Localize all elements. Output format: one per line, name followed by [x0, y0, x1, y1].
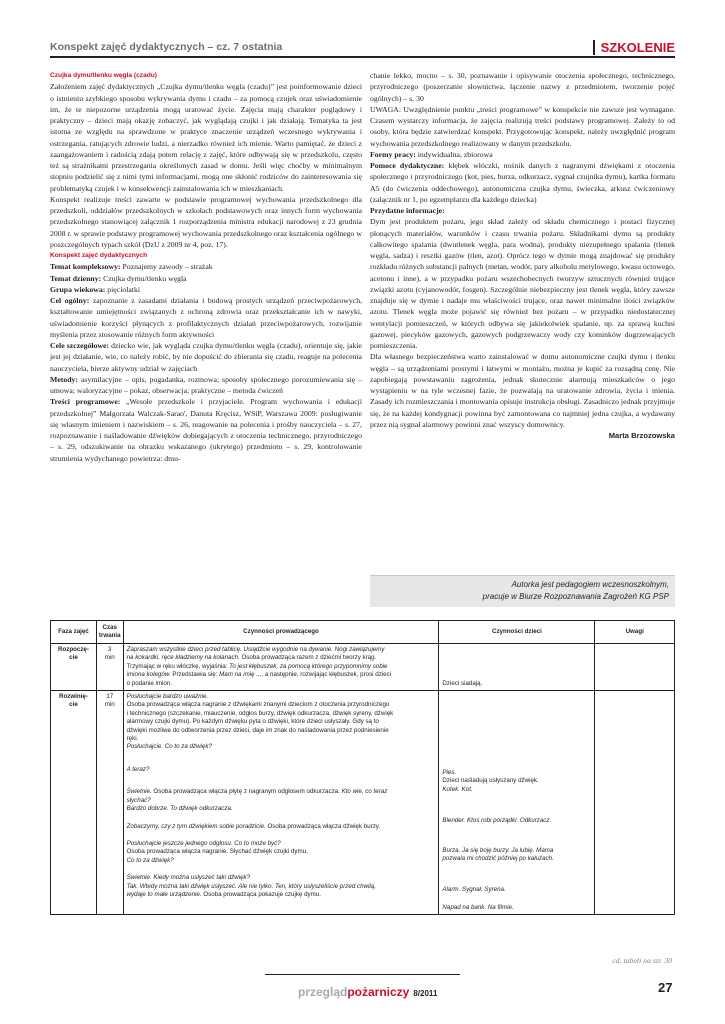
magazine-logo-part2: pożarniczy [347, 985, 410, 999]
header-notes: Uwagi [595, 621, 675, 644]
detector-advice-paragraph: Dla własnego bezpieczeństwa warto zainstalować w domu autonomiczne czujki dymu i tlenku węgla – są urządzeniami prostymi i łatwymi w montażu, można je kupić za rozsądną cenę. Nie zapobiegają powstawaniu zagrożenia, jednak skutecznie alarmują mieszkańców o jego wystąpieniu w na tyle wczesnej fazie, że pozwalają na uratowanie zdrowia, życia i mienia. Zasady ich rozmieszczania i montowania opisuje instrukcja obsługi. Zasadniczo jednak przyjmuje się, że na każdej kondygnacji powinna być zamontowana co najmniej jedna czujka, a wydawany przez nią sygnał alarmowy powinni znać wszyscy domownicy. [370, 352, 675, 429]
methods: Metody: asymilacyjne – opis, pogadanka, rozmowa; sposoby społecznego porozumiewania się – umowa; waloryzacyjne – pokaz, obserwacja; praktyczne – metoda ćwiczeń [50, 374, 362, 395]
intro-paragraph: Założeniem zajęć dydaktycznych „Czujka dymu/tlenku węgla (czadu)” jest poinformowanie dzieci o istnieniu szybkiego sposobu wykrywania dymu i czadu – za pomocą czujek oraz uświadomienie im, że te niepozorne urządzenia mogą uratować życie. Zajęcia mają charakter poglądowy i praktyczny – dzieci mają okazję zobaczyć, jak wyglądają czujki i jak działają. Tematyka ta jest istotna ze względu na sprawdzone w praktyce znaczenie urządzeń wczesnego wykrywania i ostrzegania, ratujących zdrowie ludzi, a nierzadko również ich mienie. Warto pamiętać, że dzieci z zaangażowaniem i radością zdają potem relację z zajęć, które odbywają się w przedszkolu, często też są strażnikami przestrzegania określonych zasad w domu. Jeśli więc choćby w minimalnym stopniu podzielić się z nimi tymi informacjami, mogą one skłonić rodziców do zainteresowania się problematyką czujek i w konsekwencji zainstalowania ich w mieszkaniach. [50, 82, 362, 193]
table-header-row [51, 621, 675, 644]
general-goal: Cel ogólny: zapoznanie z zasadami działania i budową prostych urządzeń przeciwpożarowych, kształtowanie umiejętności związanych z ochroną zdrowia oraz przekształcanie ich w nawyki, uświadomienie korzyści płynących z profilaktycznych działań przeciwpożarowych, rozwijanie myślenia przez stosowanie różnych form aktywności [50, 296, 363, 339]
phase-cell: Rozwinię- cie [51, 691, 97, 915]
phase-cell: Rozpoczę- cie [51, 644, 97, 691]
magazine-footer [298, 983, 437, 1001]
running-title: Konspekt zajęć dydaktycznych – cz. 7 ostatnia [50, 41, 283, 53]
issue-number: 8/2011 [413, 989, 438, 998]
right-column [370, 70, 675, 441]
table-row [51, 691, 675, 915]
author-name: Marta Brzozowska [608, 431, 675, 440]
notes-cell [595, 691, 675, 915]
lesson-plan-table [50, 620, 675, 915]
specific-goals: Cele szczegółowe: dziecko wie, jak wygląda czujka dymu/tlenku węgla (czadu), orientuje się, jakie jest jej działanie, wie, co należy robić, by nie dopuścić do zbierania się czadu, reaguje na polecenia nauczyciela, bierze aktywny udział w zajęciach [50, 341, 362, 373]
curriculum-paragraph: Konspekt realizuje treści zawarte w podstawie programowej wychowania przedszkolnego dla przedszkoli, oddziałów przedszkolnych w szkołach podstawowych oraz innych form wychowania przedszkolnego stanowiącej załącznik 1 rozporządzenia ministra edukacji narodowej z 23 grudnia 2008 r. w sprawie podstawy programowej wychowania przedszkolnego oraz kształcenia ogólnego w poszczególnych typach szkół (DzU z 2009 nr 4, poz. 17). [50, 194, 362, 249]
useful-info-heading: Przydatne informacje: [370, 206, 445, 215]
header-duration: Czas trwania [96, 621, 123, 644]
table-continued-note: cd. tabeli na str. 30 [612, 956, 672, 965]
section-label: SZKOLENIE [593, 40, 675, 55]
header-phase: Faza zajęć [51, 621, 97, 644]
table-row [51, 644, 675, 691]
author-bio-line: Autorka jest pedagogiem wczesnoszkolnym, [511, 580, 669, 589]
age-group: Grupa wiekowa: pięciolatki [50, 284, 140, 294]
author-bio-box [370, 575, 675, 607]
note-paragraph: UWAGA: Uwzględnienie punktu „treści programowe” w konspekcie nie zawsze jest wymagane. Czasem wystarczy informacja, że zajęcia realizują treści podstawy programowej. Zależy to od osoby, która będzie zatwierdzać konspekt. Przygotowując konspekt, należy uwzględnić program wychowania przedszkolnego realizowany w danym przedszkolu. [370, 104, 675, 148]
duration-cell: 3 min [96, 644, 123, 691]
author-bio-line: pracuje w Biurze Rozpoznawania Zagrożeń KG PSP [482, 592, 669, 601]
magazine-logo-part1: przegląd [298, 985, 348, 999]
notes-cell [595, 644, 675, 691]
program-content: Treści programowe: „Wesołe przedszkole i przyjaciele. Program wychowania i edukacji przedszkolnej” Małgorzata Walczak-Sarao', Danuta Kręcisz, WSiP, Warszawa 2009: posługiwanie się własnym imieniem i nazwiskiem – s. 26, reagowanie na polecenia i prośby nauczyciela – s. 27, rozpoznawanie i naśladowanie dźwięków dobiegających z otoczenia technicznego, przyrodniczego – s. 29, odszukiwanie na obrazku wskazanego (ukrytego) przedmiotu – s. 29, kontrolowanie strumienia wydychanego powietrza: dmu- [50, 397, 362, 463]
left-column [50, 70, 362, 464]
child-actions-cell: Pies. Dzieci naśladują usłyszany dźwięk. Kotek. Kot. Blender. Ktoś robi porządki. Odkurzacz. Burza. Ja się boję burzy. Ja lubię. Mama pozwala mi chodzić później po kałużach. Alarm. Sygnał. Syrena. Napad na bank. Na filmie. [439, 691, 595, 915]
child-actions-cell: Dzieci siadają. [439, 644, 595, 691]
footer-rule [265, 974, 460, 975]
page-number: 27 [658, 980, 673, 995]
page-header [50, 34, 675, 58]
section-heading-smoke-detector: Czujka dymu/tlenku węgla (czadu) [50, 72, 157, 79]
smoke-info-paragraph: Dym jest produktem pożaru, jego skład zależy od składu chemicznego i postaci fizycznej płonących materiałów, warunków i czasu trwania pożaru. Składnikami dymu są produkty całkowitego spalania (dwutlenek węgla, para wodna), produkty niezupełnego spalania (tlenek węgla, sadza) i resztki gazów (tlen, azot). Oprócz tego w dymie mogą znajdować się produkty rozkładu różnych substancji palnych (metan, wodór, pary alkoholu metylowego, kwasu octowego, acetonu i inne), a w przypadku pożaru wszechobecnych tworzyw sztucznych również trujące związki azotu (cyjanowodór, fosgen). Szczególnie niebezpieczny jest tlenek węgla, który zawsze znajduje się w dymie i nadaje mu właściwości trujące, oraz nawet minimalne ilości związków azotu. Tlenek węgla może pojawić się również bez pożaru – w przypadku niedostatecznej wentylacji pomieszczeń, w których odbywa się jakiekolwiek spalanie, np. za sprawą kuchni gazowej, piecyków gazowych, gazowych podgrzewaczy wody czy kominków dogrzewających pomieszczenia. [370, 217, 675, 350]
daily-topic: Temat dzienny: Czujka dymu/tlenku węgla [50, 273, 187, 283]
leader-actions-cell: Zapraszam wszystkie dzieci przed tablicę. Usiądźcie wygodnie na dywanie. Nogi zawiązujemy na kokardki, ręce kładziemy na kolanach. Osoba prowadząca razem z dziećmi tworzy krąg. Trzymając w ręku włóczkę, wyjaśnia: To jest kłębuszek, za pomocą którego przypomnimy sobie imiona kolegów. Przedstawia się: Mam na imię ..., a następnie, rozwijając kłębuszek, prosi dzieci o podanie imion. [123, 644, 439, 691]
header-child-actions: Czynności dzieci [439, 621, 595, 644]
header-leader-actions: Czynności prowadzącego [123, 621, 439, 644]
section-heading-lesson-plan: Konspekt zajęć dydaktycznych [50, 252, 148, 259]
duration-cell: 17 min [96, 691, 123, 915]
program-content-continued: chanie lekko, mocno – s. 30, poznawanie i opisywanie otoczenia społecznego, technicznego, przyrodniczego (poszerzanie słownictwa, łączenie nazwy z przedmiotem, tworzenie pojęć ogólnych) – s. 30 [370, 71, 675, 103]
teaching-aids: Pomoce dydaktyczne: kłębek włóczki, nośnik danych z nagranymi dźwiękami z otoczenia społecznego i przyrodniczego (kot, pies, burza, odkurzacz, sygnał czujnika dymu), kartka formatu A5 (do ćwiczenia oddechowego), autonomiczna czujka dymu, świeczka, arkusz ćwiczeniowy (załącznik nr 1, po egzemplarzu dla każdego dziecka) [370, 161, 675, 204]
leader-actions-cell: Posłuchajcie bardzo uważnie. Osoba prowadząca włącza nagranie z dźwiękami znanymi dzieciom z otoczenia przyrodniczego i technicznego (szczekanie, miauczenie, odgłos burzy, dźwięk odkurzacza, dźwięk syreny, dźwięk alarmowy czujki dymu). Po każdym dźwięku pyta o dźwięki, które dzieci usłyszały. Gdy są to dźwięki możliwe do odtworzenia przez dzieci, daje im znak do naśladowania przez podniesienie ręki. Posłuchajcie. Co to za dźwięk? A teraz? Świetnie. Osoba prowadząca włącza płytę z nagranym odgłosem odkurzacza. Kto wie, co teraz słychać? Bardzo dobrze. To dźwięk odkurzacza. Zobaczymy, czy z tym dźwiękiem sobie poradzicie. Osoba prowadząca włącza dźwięk burzy. Posłuchajcie jeszcze jednego odgłosu. Co to może być? Osoba prowadząca włącza nagranie. Słychać dźwięk czujki dymu. Co to za dźwięk? Świetnie. Kiedy można usłyszeć taki dźwięk? Tak. Wtedy można taki dźwięk usłyszeć. Ale nie tylko. Ten, który usłyszeliście przed chwilą, wydaje to małe urządzenie. Osoba prowadząca pokazuje czujkę dymu. [123, 691, 439, 915]
work-forms: Formy pracy: indywidualna, zbiorowa [370, 149, 493, 159]
complex-topic: Temat kompleksowy: Poznajemy zawody – strażak [50, 262, 213, 272]
